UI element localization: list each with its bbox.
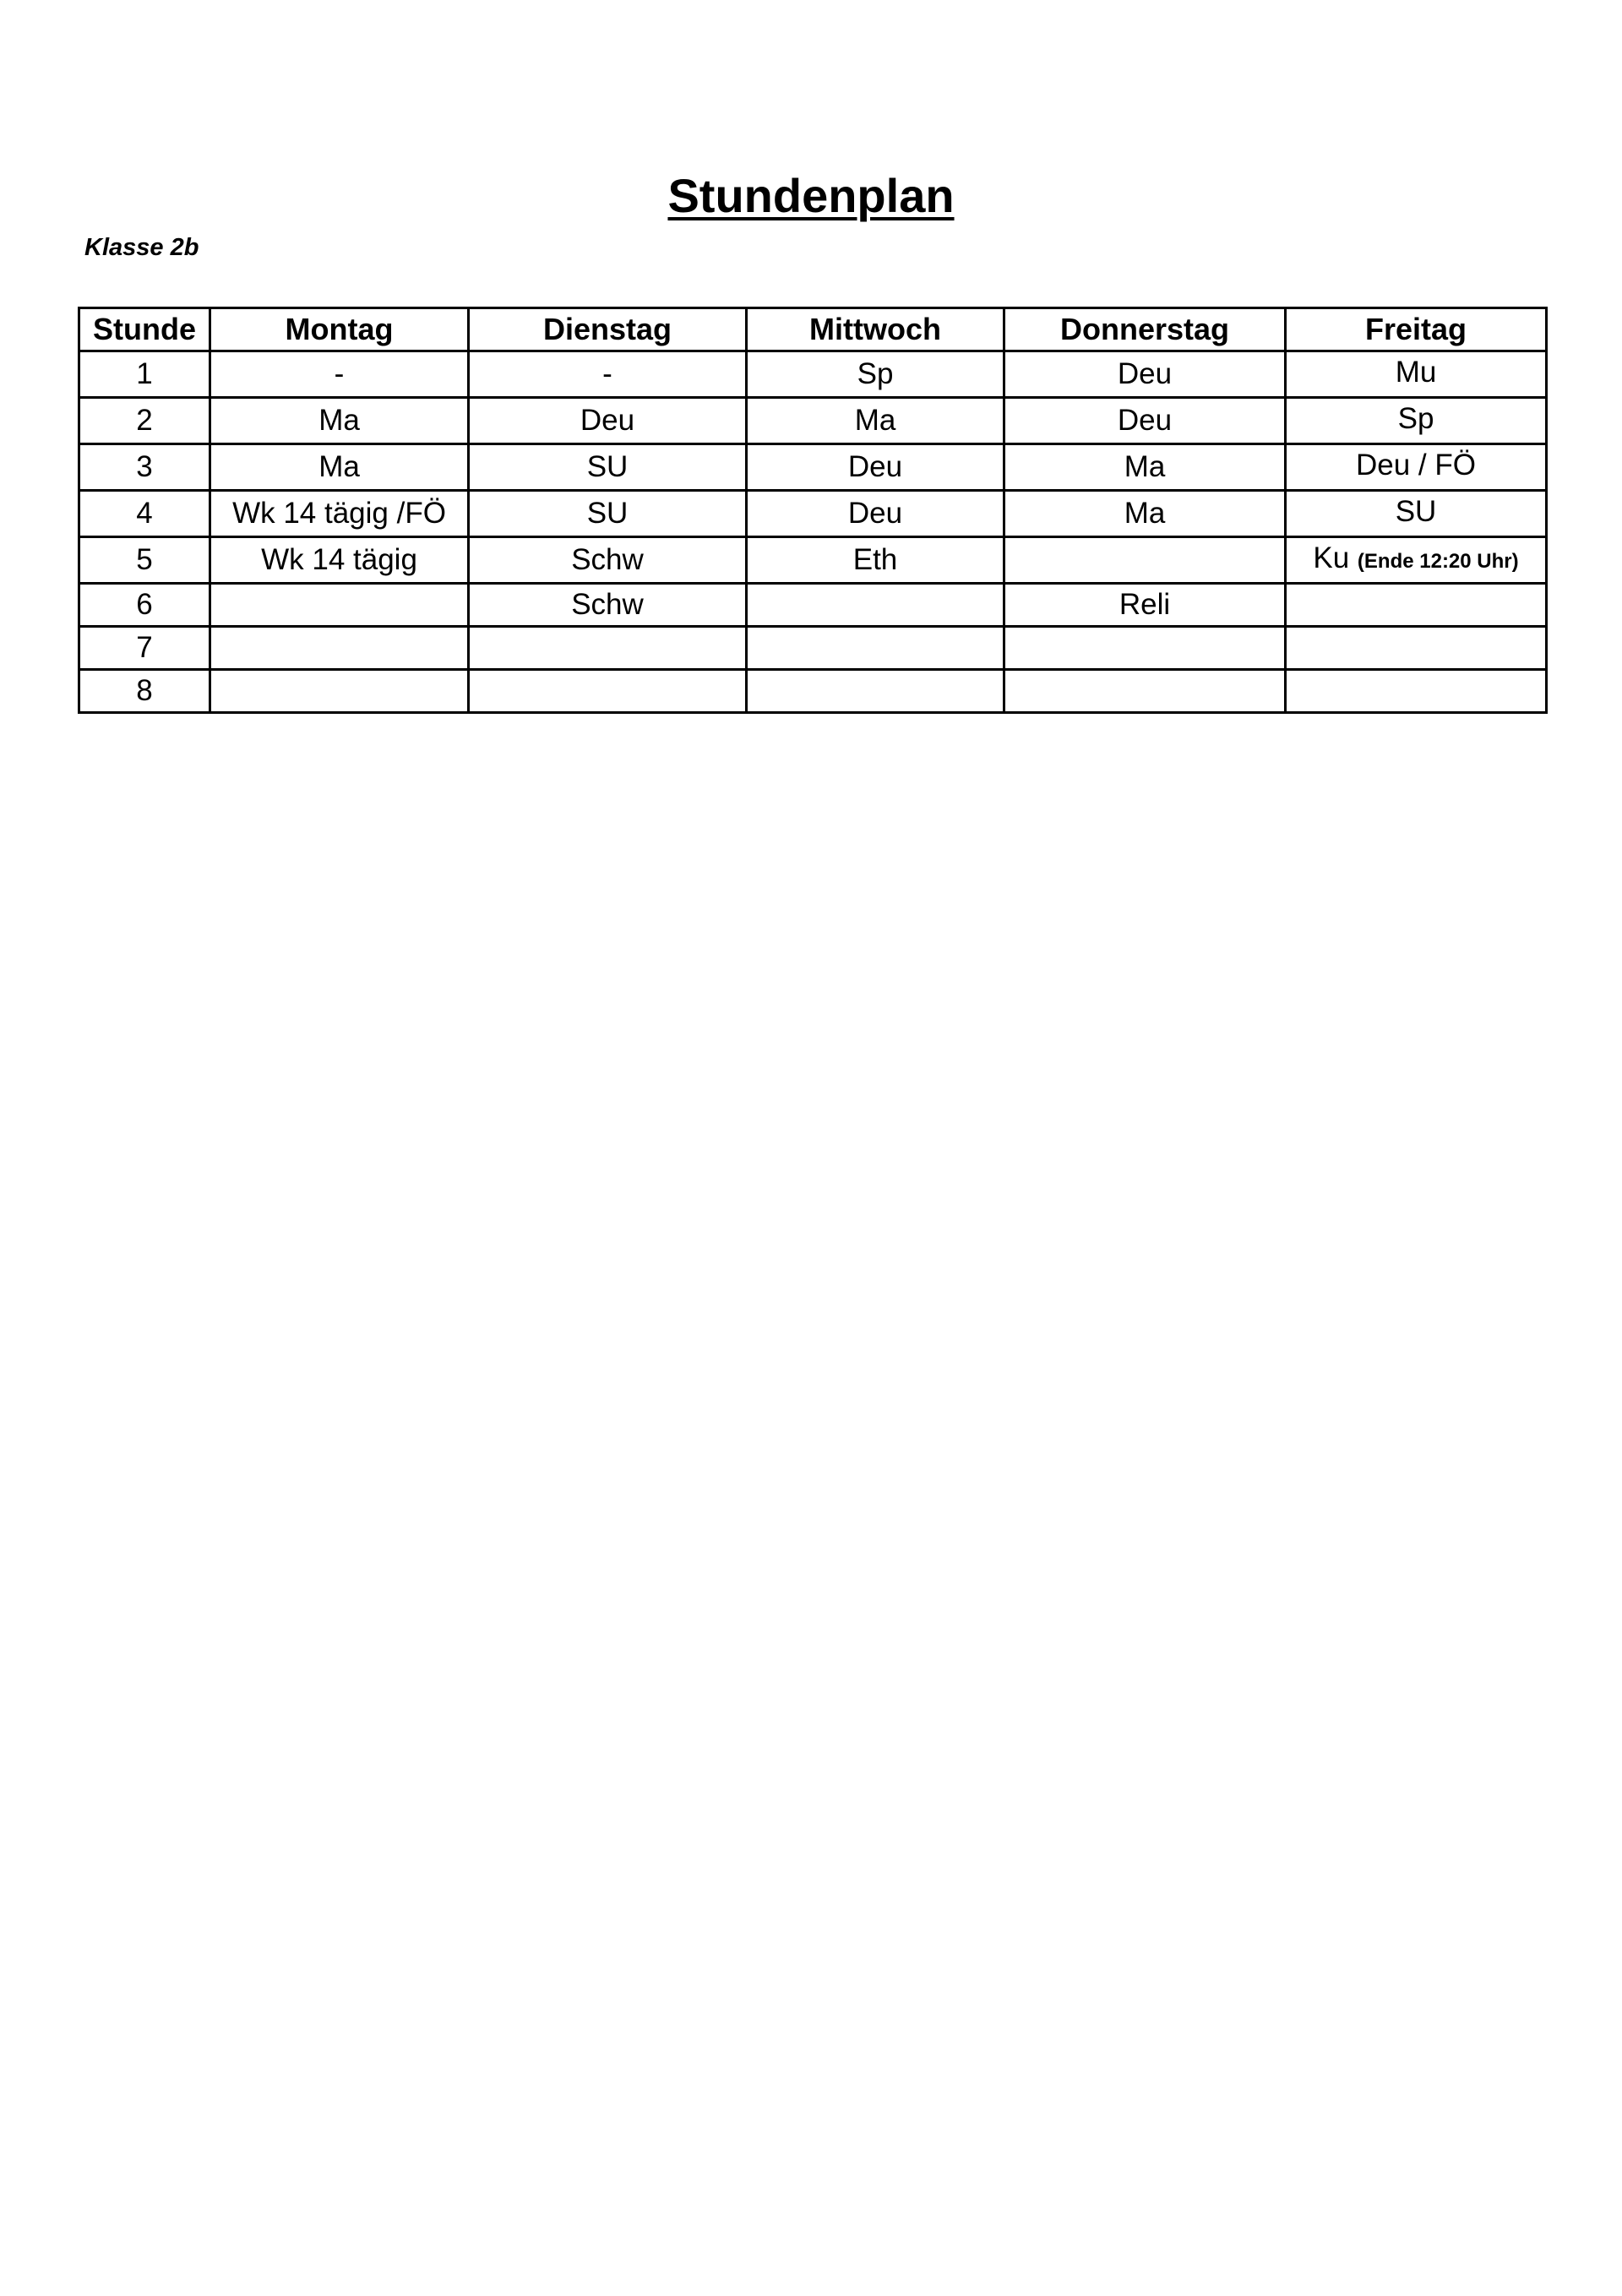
page-title: Stundenplan bbox=[667, 169, 955, 222]
cell-freitag-text: SU bbox=[1395, 495, 1437, 528]
header-mittwoch: Mittwoch bbox=[747, 308, 1004, 351]
table-row bbox=[79, 537, 1547, 584]
header-row bbox=[79, 308, 1547, 351]
cell-donnerstag bbox=[1004, 670, 1286, 713]
cell-donnerstag bbox=[1004, 627, 1286, 670]
cell-freitag-text: Ku bbox=[1313, 541, 1350, 574]
cell-stunde: 3 bbox=[79, 444, 210, 491]
cell-freitag bbox=[1286, 398, 1547, 444]
class-label: Klasse 2b bbox=[84, 234, 199, 261]
cell-stunde: 6 bbox=[79, 584, 210, 627]
cell-freitag-text: Sp bbox=[1397, 402, 1434, 435]
cell-freitag bbox=[1286, 670, 1547, 713]
header-stunde: Stunde bbox=[79, 308, 210, 351]
header-freitag: Freitag bbox=[1286, 308, 1547, 351]
cell-mittwoch: Sp bbox=[747, 351, 1004, 398]
cell-donnerstag: Reli bbox=[1004, 584, 1286, 627]
cell-freitag bbox=[1286, 491, 1547, 537]
cell-dienstag bbox=[469, 670, 747, 713]
table-row bbox=[79, 627, 1547, 670]
cell-dienstag: Deu bbox=[469, 398, 747, 444]
cell-donnerstag: Ma bbox=[1004, 491, 1286, 537]
cell-donnerstag: Deu bbox=[1004, 351, 1286, 398]
cell-donnerstag: Ma bbox=[1004, 444, 1286, 491]
cell-montag bbox=[210, 584, 469, 627]
cell-freitag bbox=[1286, 351, 1547, 398]
cell-montag: Ma bbox=[210, 398, 469, 444]
cell-dienstag bbox=[469, 627, 747, 670]
cell-donnerstag bbox=[1004, 537, 1286, 584]
cell-stunde: 2 bbox=[79, 398, 210, 444]
cell-freitag-text: Mu bbox=[1395, 356, 1437, 389]
cell-mittwoch bbox=[747, 670, 1004, 713]
cell-freitag-note: (Ende 12:20 Uhr) bbox=[1357, 550, 1519, 573]
cell-stunde: 4 bbox=[79, 491, 210, 537]
cell-montag: Wk 14 tägig /FÖ bbox=[210, 491, 469, 537]
cell-montag bbox=[210, 670, 469, 713]
table-row bbox=[79, 351, 1547, 398]
cell-montag: Ma bbox=[210, 444, 469, 491]
cell-mittwoch: Deu bbox=[747, 491, 1004, 537]
cell-stunde: 1 bbox=[79, 351, 210, 398]
timetable bbox=[78, 307, 1548, 714]
cell-stunde: 7 bbox=[79, 627, 210, 670]
header-dienstag: Dienstag bbox=[469, 308, 747, 351]
table-row bbox=[79, 584, 1547, 627]
cell-stunde: 8 bbox=[79, 670, 210, 713]
cell-mittwoch bbox=[747, 584, 1004, 627]
cell-freitag bbox=[1286, 444, 1547, 491]
table-row bbox=[79, 491, 1547, 537]
cell-montag: - bbox=[210, 351, 469, 398]
cell-montag bbox=[210, 627, 469, 670]
table-row bbox=[79, 398, 1547, 444]
cell-dienstag: SU bbox=[469, 444, 747, 491]
cell-dienstag: SU bbox=[469, 491, 747, 537]
cell-freitag-text: Deu / FÖ bbox=[1356, 449, 1476, 482]
cell-dienstag: - bbox=[469, 351, 747, 398]
table-row bbox=[79, 444, 1547, 491]
cell-freitag bbox=[1286, 537, 1547, 584]
cell-mittwoch bbox=[747, 627, 1004, 670]
header-montag: Montag bbox=[210, 308, 469, 351]
header-donnerstag: Donnerstag bbox=[1004, 308, 1286, 351]
cell-stunde: 5 bbox=[79, 537, 210, 584]
cell-dienstag: Schw bbox=[469, 584, 747, 627]
cell-donnerstag: Deu bbox=[1004, 398, 1286, 444]
cell-montag: Wk 14 tägig bbox=[210, 537, 469, 584]
cell-mittwoch: Eth bbox=[747, 537, 1004, 584]
cell-mittwoch: Deu bbox=[747, 444, 1004, 491]
table-row bbox=[79, 670, 1547, 713]
cell-freitag bbox=[1286, 584, 1547, 627]
cell-freitag bbox=[1286, 627, 1547, 670]
cell-mittwoch: Ma bbox=[747, 398, 1004, 444]
cell-dienstag: Schw bbox=[469, 537, 747, 584]
